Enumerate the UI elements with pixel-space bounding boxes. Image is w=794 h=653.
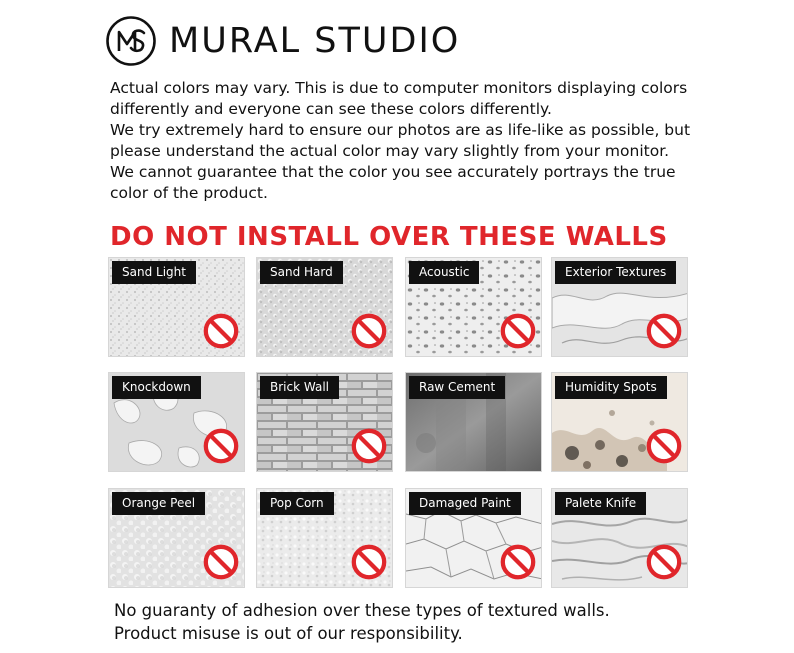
tile-acoustic — [405, 257, 542, 357]
prohibited-icon — [645, 312, 683, 350]
tile-label: Acoustic — [409, 261, 479, 284]
tile-palete-knife — [551, 488, 688, 588]
tile-raw-cement — [405, 372, 542, 472]
prohibited-icon — [499, 312, 537, 350]
tile-label: Damaged Paint — [409, 492, 521, 515]
tile-label: Exterior Textures — [555, 261, 676, 284]
brand-name: MURAL STUDIO — [169, 21, 461, 61]
tile-brick-wall — [256, 372, 393, 472]
prohibited-icon — [499, 543, 537, 581]
footer-line-1: No guaranty of adhesion over these types of textured walls. — [114, 601, 610, 620]
prohibited-icon — [350, 427, 388, 465]
header — [105, 14, 460, 68]
tile-label: Palete Knife — [555, 492, 646, 515]
disclaimer-line-1: Actual colors may vary. This is due to computer monitors displaying colors differently and everyone can see these colors differently. — [110, 79, 688, 118]
tile-knockdown — [108, 372, 245, 472]
prohibited-icon — [202, 312, 240, 350]
prohibited-icon — [645, 543, 683, 581]
tile-label: Sand Light — [112, 261, 196, 284]
tile-label: Brick Wall — [260, 376, 339, 399]
ms-monogram-logo-icon — [105, 15, 157, 67]
warning-title: DO NOT INSTALL OVER THESE WALLS — [110, 222, 668, 252]
tile-orange-peel — [108, 488, 245, 588]
tile-label: Sand Hard — [260, 261, 343, 284]
prohibited-icon — [350, 312, 388, 350]
tile-label: Raw Cement — [409, 376, 505, 399]
footer-line-2: Product misuse is out of our responsibility. — [114, 624, 463, 643]
tile-pop-corn — [256, 488, 393, 588]
prohibited-icon — [350, 543, 388, 581]
footer-note — [114, 599, 754, 645]
tile-label: Orange Peel — [112, 492, 205, 515]
color-disclaimer — [110, 78, 710, 204]
disclaimer-line-3: We cannot guarantee that the color you see accurately portrays the true color of the product. — [110, 163, 676, 202]
disclaimer-line-2: We try extremely hard to ensure our photos are as life-like as possible, but please understand the actual color may vary slightly from your monitor. — [110, 121, 691, 160]
tile-sand-light — [108, 257, 245, 357]
prohibited-icon — [645, 427, 683, 465]
prohibited-icon — [202, 543, 240, 581]
tile-label: Humidity Spots — [555, 376, 667, 399]
tile-label: Pop Corn — [260, 492, 334, 515]
tile-label: Knockdown — [112, 376, 201, 399]
prohibited-icon — [202, 427, 240, 465]
tile-damaged-paint — [405, 488, 542, 588]
tile-humidity-spots — [551, 372, 688, 472]
tile-sand-hard — [256, 257, 393, 357]
tile-exterior-textures — [551, 257, 688, 357]
